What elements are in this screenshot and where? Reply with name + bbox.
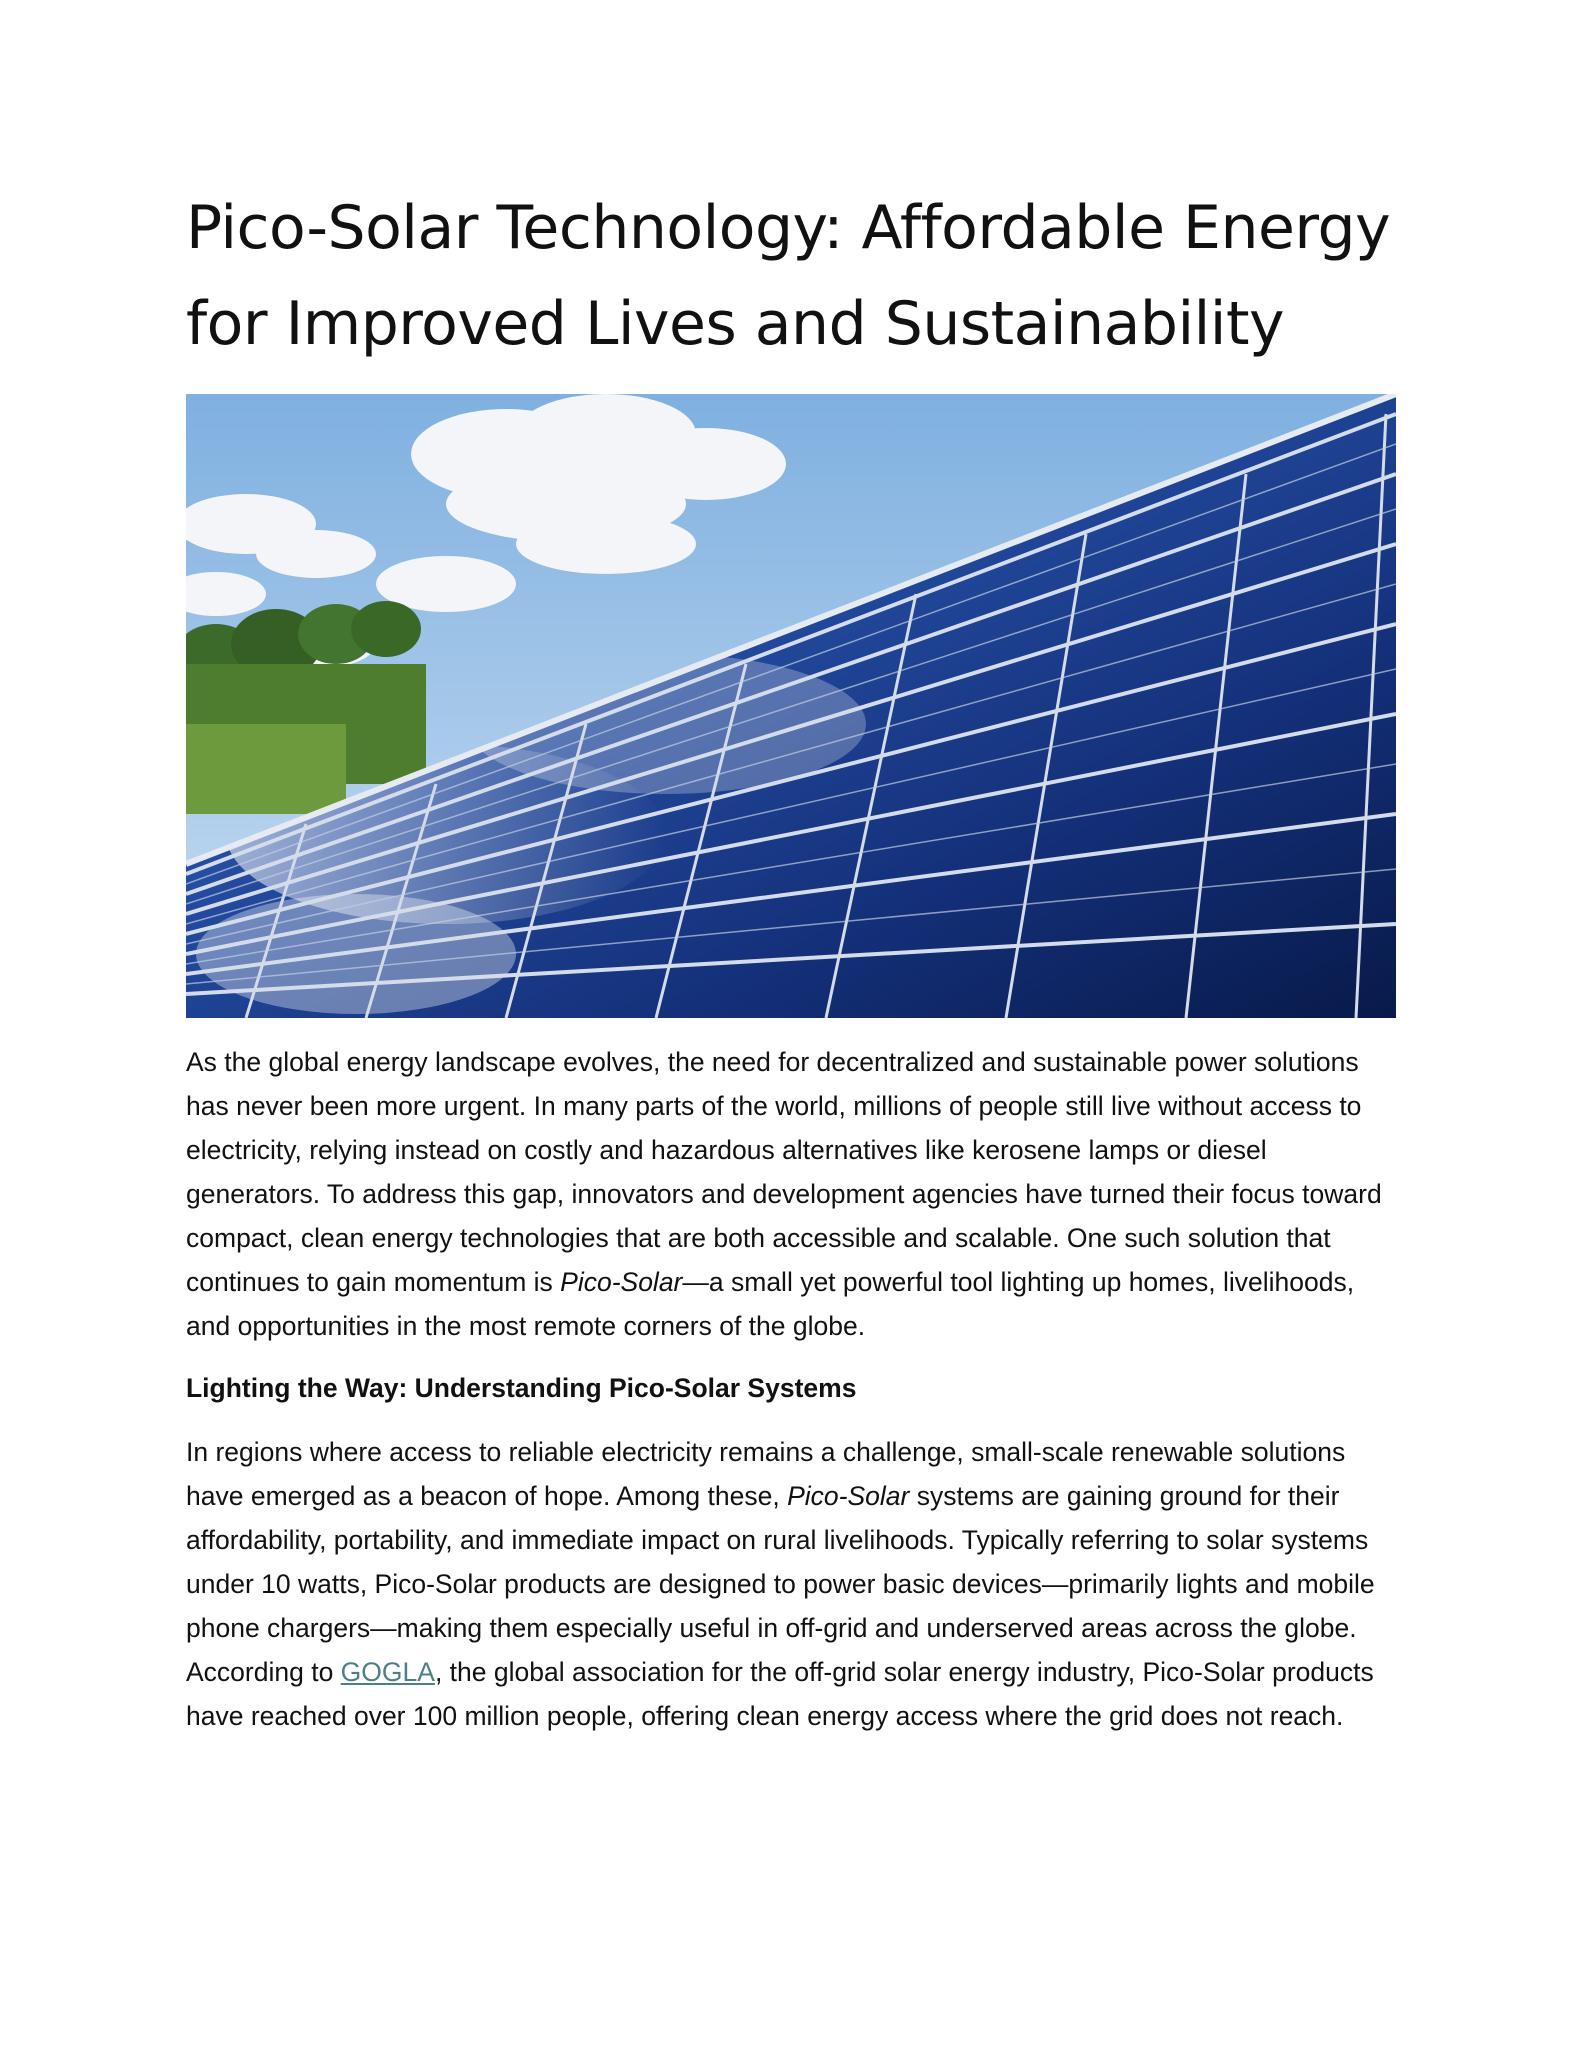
solar-panel-photo-icon [186,394,1396,1018]
section-emphasis: Pico-Solar [787,1481,910,1511]
section-text-2: systems are gaining ground for their affordability, portability, and immediate impact on rural livelihoods. Typically referring to solar systems under 10 watts, Pico-Solar products are designed to power basic devices—primarily lights and mobile phone chargers—making them especially useful in off-grid and underserved areas across the globe. According to [186,1481,1375,1687]
intro-text-2: —a small yet powerful tool lighting up homes, livelihoods, and opportunities in the most remote corners of the globe. [186,1267,1355,1341]
article [186,180,1396,1738]
intro-paragraph [186,1040,1396,1348]
article-title: Pico-Solar Technology: Affordable Energy for Improved Lives and Sustainability [186,193,1391,359]
gogla-link[interactable]: GOGLA [340,1657,435,1687]
section-heading: Lighting the Way: Understanding Pico-Solar Systems [186,1373,857,1403]
section-text-1: In regions where access to reliable electricity remains a challenge, small-scale renewable solutions have emerged as a beacon of hope. Among these, [186,1437,1346,1511]
intro-text-1: As the global energy landscape evolves, the need for decentralized and sustainable power solutions has never been more urgent. In many parts of the world, millions of people still live without access to electricity, relying instead on costly and hazardous alternatives like kerosene lamps or diesel generators. To address this gap, innovators and development agencies have turned their focus toward compact, clean energy technologies that are both accessible and scalable. One such solution that continues to gain momentum is [186,1047,1382,1297]
section-text-3: , the global association for the off-grid solar energy industry, Pico-Solar products have reached over 100 million people, offering clean energy access where the grid does not reach. [186,1657,1374,1731]
intro-emphasis: Pico-Solar [560,1267,683,1297]
section-paragraph [186,1430,1396,1738]
